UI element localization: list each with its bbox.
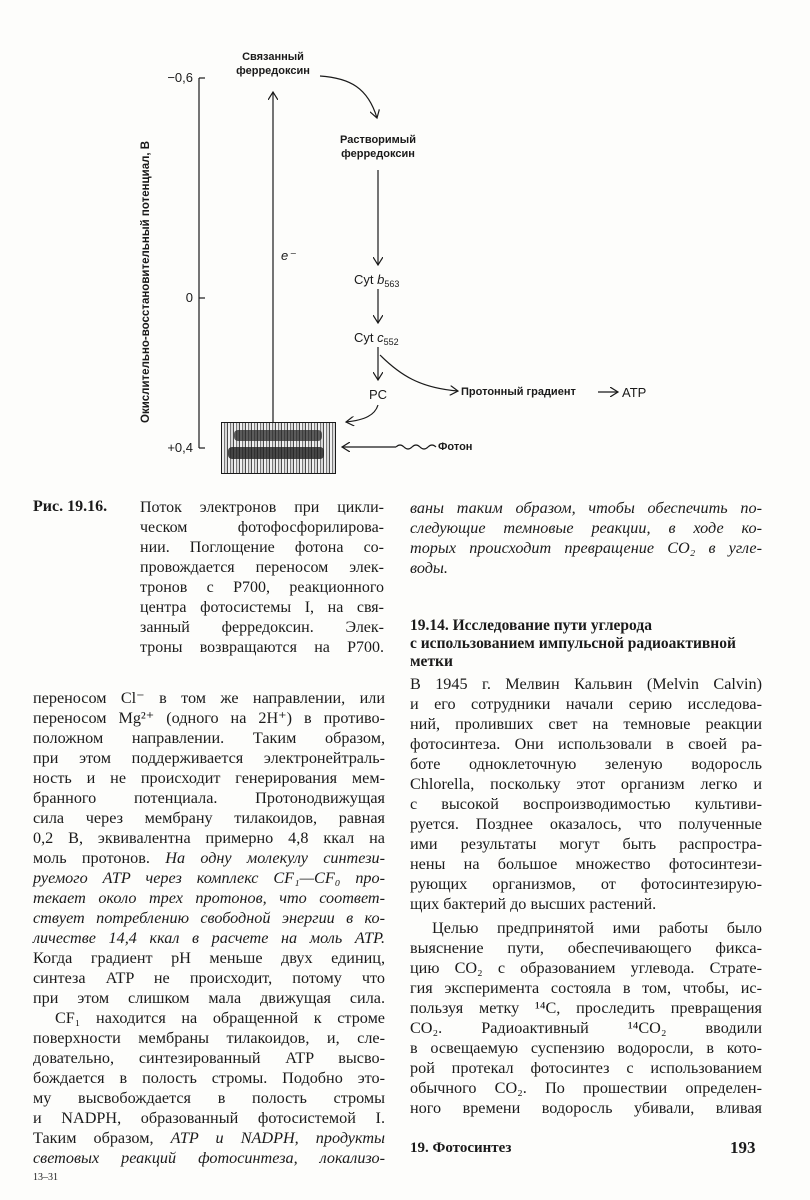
italic-line: торых происходит превращение CO₂ в угле- (410, 539, 762, 557)
italic-segment: На одну молекулу синтези- (165, 849, 386, 867)
cyt-c-sub: 552 (383, 337, 399, 347)
italic-line: световых реакций фотосинтеза, локализо- (33, 1149, 385, 1167)
text-line: Chlorella, поскольку этот организм легко и (410, 775, 762, 793)
left-column (33, 688, 385, 1168)
photon-label: Фотон (438, 441, 473, 453)
text-line: с высокой воспроизводимостью культиви- (410, 795, 762, 813)
diagram-lines (0, 0, 810, 490)
text-line: пользуя метку ¹⁴C, проследить превращения (410, 999, 762, 1017)
text-line: CF₁ находится на обращенной к строме (55, 1009, 385, 1027)
text-line: синтеза ATP не происходит, потому что (33, 969, 385, 987)
tick-minus-0-6: −0,6 (167, 70, 193, 85)
text-line: CO₂. Радиоактивный ¹⁴CO₂ вводили (410, 1019, 762, 1037)
y-axis-label: Окислительно-восстановительный потенциал, В (140, 140, 152, 423)
text-line: сила через мембрану тилакоидов, равная (33, 809, 385, 827)
bound-ferredoxin-line1: Связанный (242, 51, 304, 63)
text-line: переносом Cl⁻ в том же направлении, или (33, 689, 385, 707)
pc-label: PC (369, 387, 388, 402)
section-heading (410, 617, 770, 671)
cyt-c552-label (354, 330, 399, 345)
soluble-ferredoxin-label (328, 133, 428, 161)
cyt-b563-label (354, 272, 399, 287)
text-line: бранного потенциала. Протонодвижущая (33, 789, 385, 807)
text-line: бождается в полость стромы. Подобно это- (33, 1069, 385, 1087)
caption-label: Рис. 19.16. (33, 498, 108, 515)
cyt-b-name: Cyt (354, 272, 374, 287)
text-segment: Таким образом, (33, 1129, 154, 1147)
text-line: и его сотрудники начали серию исследова- (410, 695, 762, 713)
section-number: 19.14. (410, 617, 449, 634)
text-line: положном направлении. Таким образом, (33, 729, 385, 747)
bound-ferredoxin-line2: ферредоксин (236, 65, 310, 77)
italic-line: руемого ATP через комплекс CF₁—CF₀ про- (33, 869, 385, 887)
running-footer-chapter: 19. Фотосинтез (410, 1140, 512, 1156)
text-line: рой протекал фотосинтез с использованием (410, 1059, 762, 1077)
caption-line: нии. Поглощение фотона со- (140, 539, 384, 556)
text-segment: моль протонов. (33, 849, 150, 867)
text-line: переносом Mg²⁺ (одного на 2H⁺) в противо- (33, 709, 385, 727)
text-line: рующих организмов, от фотосинтезирую- (410, 875, 762, 893)
soluble-ferredoxin-line1: Растворимый (340, 134, 416, 146)
text-line: нены на большое множество фотосинтези- (410, 855, 762, 873)
italic-line: ваны таким образом, чтобы обеспечить по- (410, 499, 762, 517)
caption-line: центра фотосистемы I, на свя- (140, 599, 384, 616)
text-line: обычного CO₂. По прошествии определен- (410, 1079, 762, 1097)
right-column-body (410, 674, 762, 1118)
text-line: выяснение пути, обеспечивающего фикса- (410, 939, 762, 957)
text-line: гия эксперимента состояла в том, чтобы, ис- (410, 979, 762, 997)
section-title-line2: с использованием импульсной радиоактивной (410, 635, 736, 652)
italic-line: текает около трех протонов, что соответ- (33, 889, 385, 907)
proton-gradient-label: Протонный градиент (461, 386, 576, 398)
caption-line: Поток электронов при цикли- (140, 499, 384, 516)
section-title-part: Исследование пути углерода (452, 617, 652, 634)
soluble-ferredoxin-line2: ферредоксин (341, 148, 415, 160)
right-column (410, 498, 762, 578)
text-line: руется. Позднее оказалось, что полученные (410, 815, 762, 833)
text-line: фотосинтеза. Они использовали в своей ра- (410, 735, 762, 753)
text-line-mixed (33, 848, 385, 868)
electron-label: e⁻ (281, 248, 296, 263)
cyt-b-sub: 563 (384, 279, 400, 289)
text-line: щих бактерий до высших растений. (410, 895, 657, 913)
printer-signature: 13–31 (33, 1172, 58, 1183)
caption-line: троны возвращаются на P700. (140, 639, 384, 656)
italic-segment: ATP и NADPH, продукты (170, 1129, 386, 1147)
tick-zero: 0 (185, 290, 193, 305)
caption-line: занный ферредоксин. Элек- (140, 619, 384, 636)
section-title-line1 (410, 617, 770, 635)
text-line: ими результаты могут быть распростра- (410, 835, 762, 853)
cyt-c-name: Cyt (354, 330, 374, 345)
text-line: му высвобождается в полость стромы (33, 1089, 385, 1107)
cyt-c-letter: c (377, 330, 384, 345)
atp-label: ATP (622, 385, 647, 400)
text-line: поверхности мембраны тилакоидов, и, сле- (33, 1029, 385, 1047)
text-line: в освещаемую суспензию водоросли, в кото- (410, 1039, 762, 1057)
caption-line: ческом фотофосфорилирова- (140, 519, 384, 536)
text-line: и NADPH, образованный фотосистемой I. (33, 1109, 385, 1127)
page-number: 193 (730, 1138, 756, 1157)
cyt-b-letter: b (377, 272, 385, 287)
text-line: боте одноклеточную зеленую водоросль (410, 755, 762, 773)
figure-caption (140, 498, 384, 658)
text-line: при этом поддерживается электронейтраль- (33, 749, 385, 767)
text-line: Когда градиент pH меньше двух единиц, (33, 949, 385, 967)
text-line: ность и не происходит генерирования мем- (33, 769, 385, 787)
p700-reaction-center (221, 422, 336, 474)
text-line: ний, проливших свет на темновые реакции (410, 715, 762, 733)
bound-ferredoxin-label (228, 50, 318, 78)
text-line: цию CO₂ с образованием углевода. Страте- (410, 959, 762, 977)
caption-line: провождается переносом элек- (140, 559, 384, 576)
italic-line: воды. (410, 559, 448, 577)
tick-plus-0-4: +0,4 (167, 440, 193, 455)
italic-line: следующие темновые реакции, в ходе ко- (410, 519, 762, 537)
text-line: ного времени водоросль убивали, вливая (410, 1099, 762, 1117)
text-line: В 1945 г. Мелвин Кальвин (Melvin Calvin) (410, 675, 762, 693)
italic-line: личестве 14,4 ккал в расчете на моль ATP. (33, 929, 385, 947)
text-line-mixed (33, 1128, 385, 1148)
text-line: довательно, синтезированный ATP высво- (33, 1049, 385, 1067)
text-line: 0,2 В, эквивалентна примерно 4,8 ккал на (33, 829, 385, 847)
text-line: Целью предпринятой ими работы было (432, 919, 762, 937)
text-line: при этом слишком мала движущая сила. (33, 989, 385, 1007)
italic-line: ствует потреблению свободной энергии в ко- (33, 909, 385, 927)
section-title-line3: метки (410, 653, 453, 670)
caption-line: тронов с P700, реакционного (140, 579, 384, 596)
